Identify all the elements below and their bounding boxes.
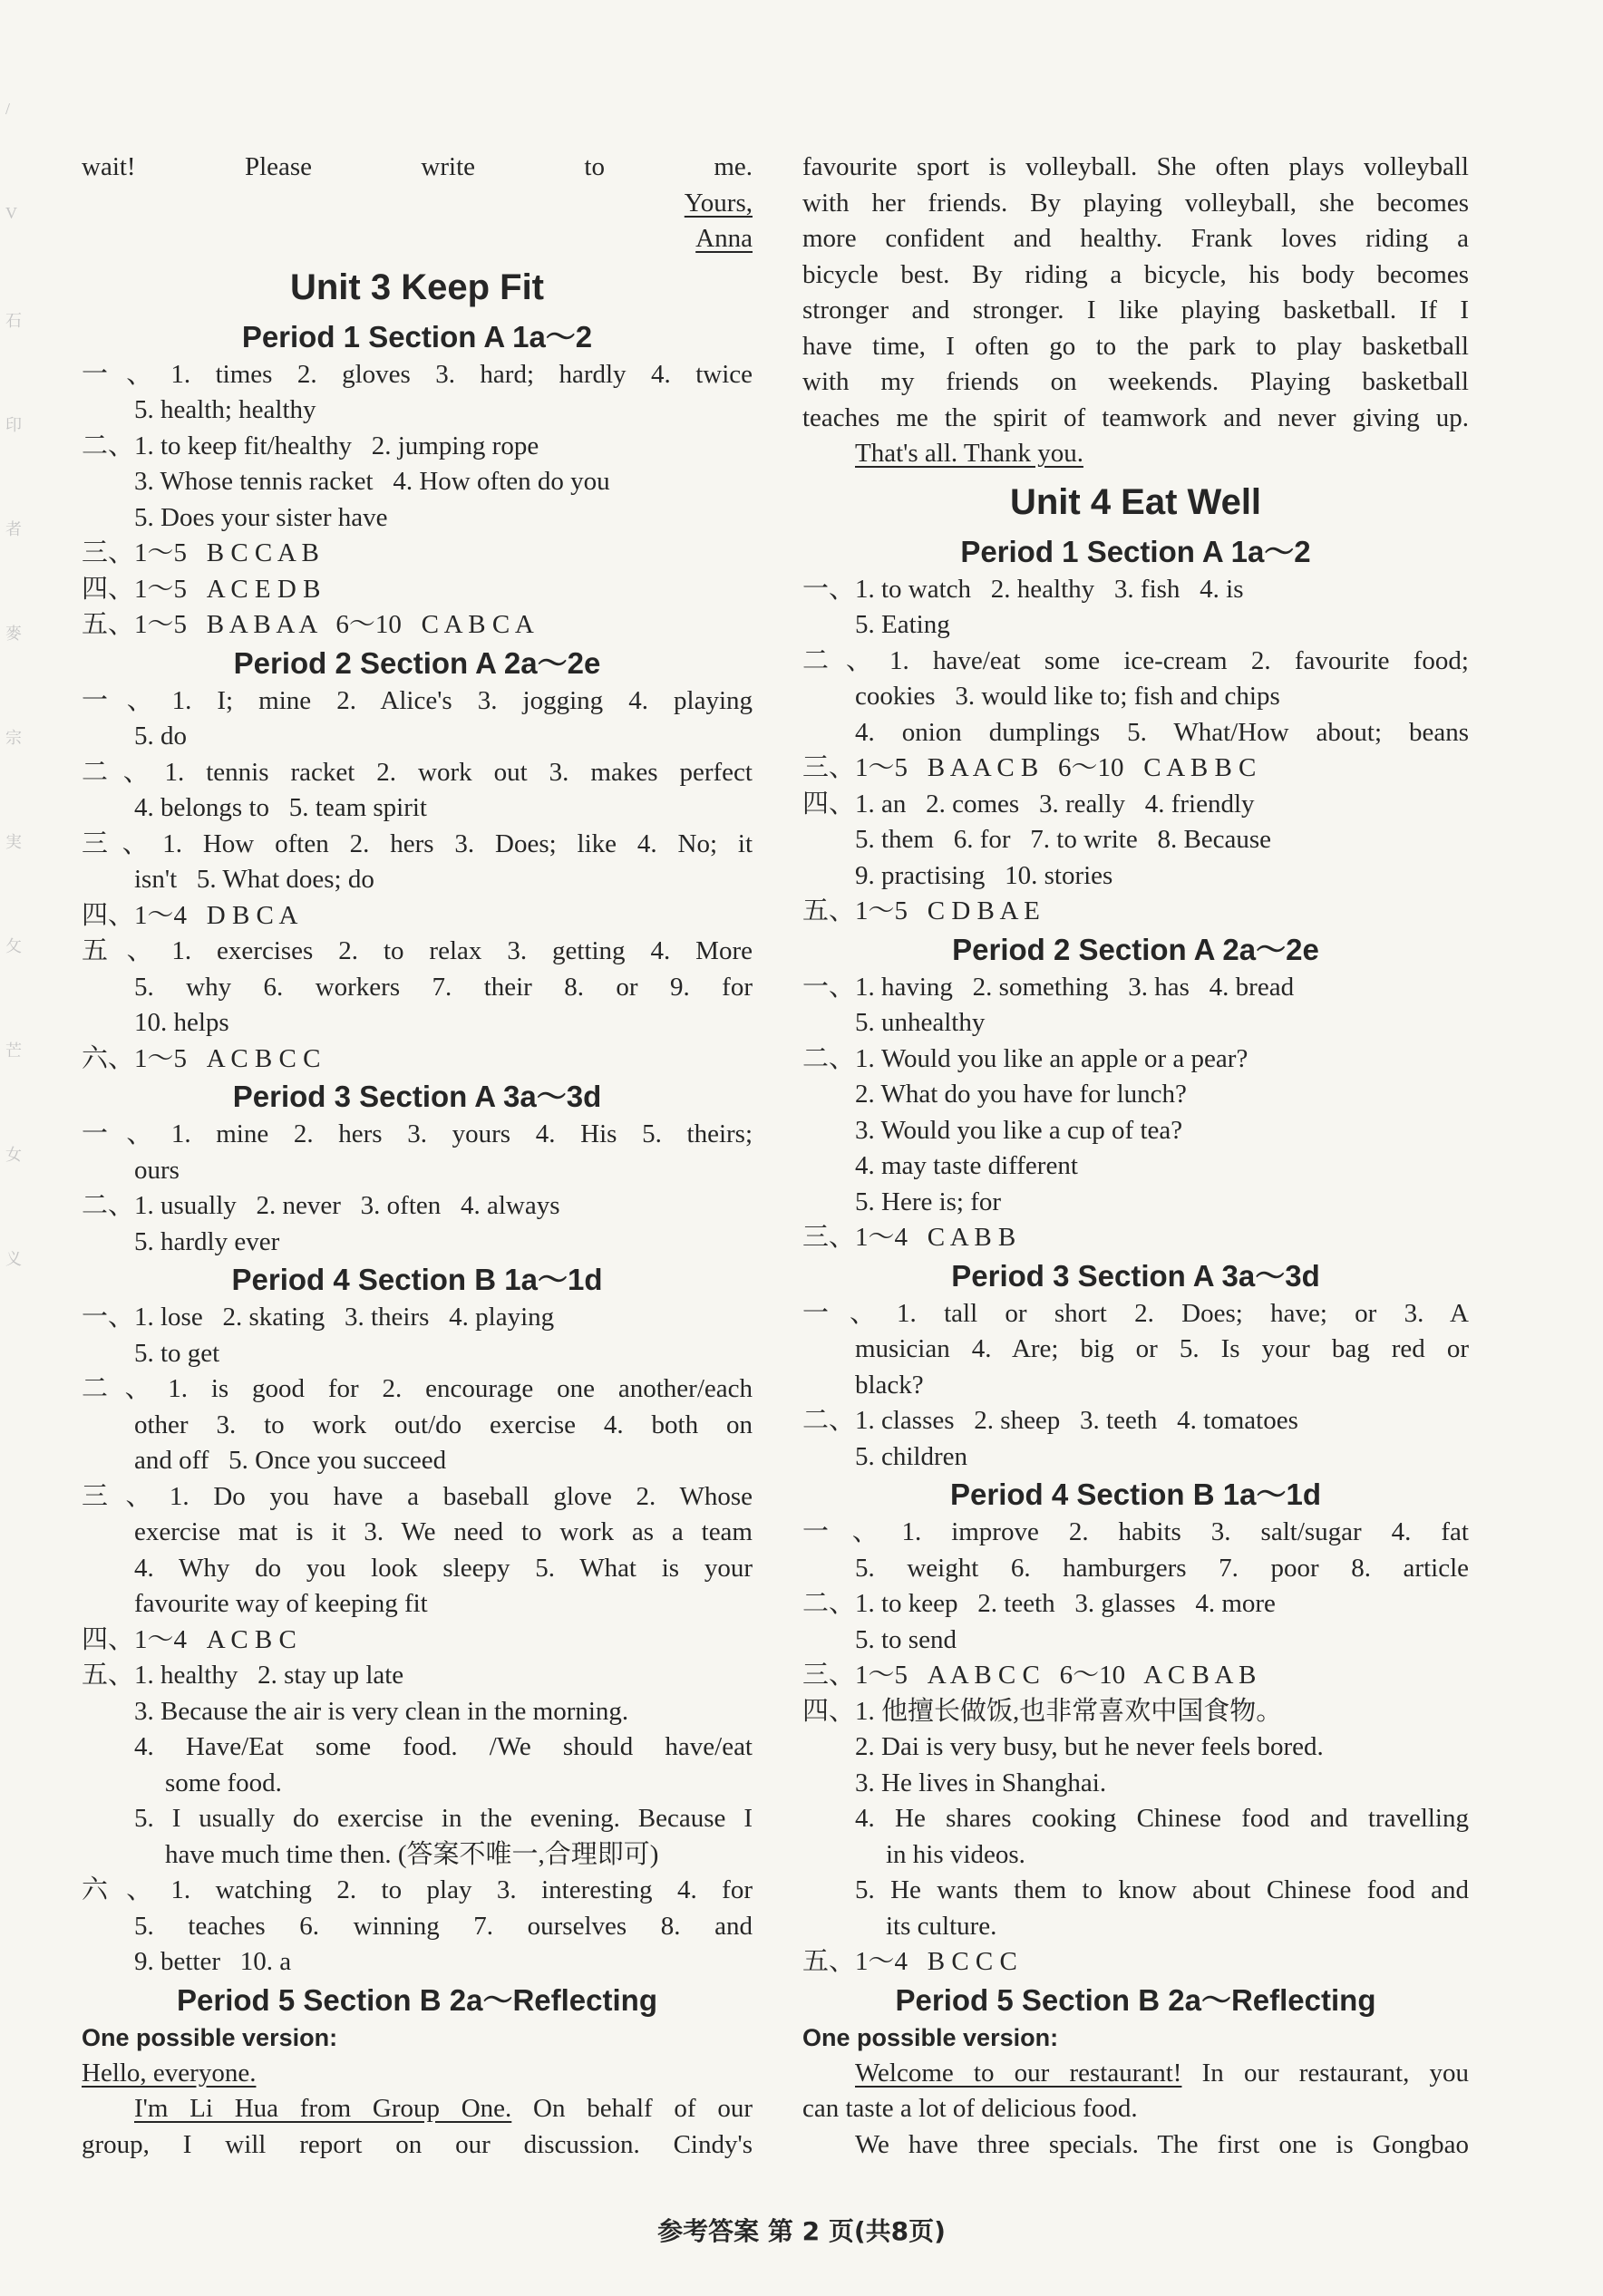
answer-line: teaches me the spirit of teamwork and never giving up. [802,402,1469,432]
answer-line: with her friends. By playing volleyball, she becomes [802,188,1469,218]
answer-line: 4. He shares cooking Chinese food and travelling [855,1804,1469,1833]
answer-line: favourite way of keeping fit [134,1589,428,1618]
answer-line: 四、1. 他擅长做饭,也非常喜欢中国食物。 [802,1696,1283,1726]
answer-line: and off 5. Once you succeed [134,1446,447,1475]
answer-line: 2. Dai is very busy, but he never feels bored. [855,1732,1324,1761]
right-column [802,150,1469,2163]
answer-line: 六、1. watching 2. to play 3. interesting 4. for [82,1875,753,1904]
answer-line: 3. Would you like a cup of tea? [855,1115,1183,1145]
answer-line: 5. Here is; for [855,1187,1002,1216]
answer-line: 三、1. How often 2. hers 3. Does; like 4. No; it [82,828,753,858]
answer-line: 五、1～5 B A B A A 6～10 C A B C A [82,610,534,639]
answer-line: stronger and stronger. I like playing basketball. If I [802,295,1469,325]
period-heading: Period 4 Section B 1a～1d [950,1477,1321,1511]
answer-line: 六、1～5 A C B C C [82,1043,321,1073]
margin-mark: 者 [5,520,22,538]
answer-line: 4. Why do you look sleepy 5. What is your [134,1553,753,1583]
answer-line: other 3. to work out/do exercise 4. both on [134,1410,753,1439]
answer-line: exercise mat is it 3. We need to work as a team [134,1517,753,1546]
margin-mark: 石 [5,312,22,330]
answer-line: 二、1. have/eat some ice-cream 2. favourite food; [802,645,1469,675]
answer-line: 五、1～4 B C C C [802,1947,1017,1976]
answer-line: 三、1. Do you have a baseball glove 2. Whose [82,1481,753,1511]
answer-line: 一、1. having 2. something 3. has 4. bread [802,972,1295,1002]
answer-line: 一、1. mine 2. hers 3. yours 4. His 5. theirs; [82,1119,753,1148]
margin-mark: 女 [5,1146,22,1164]
answer-line: black? [855,1370,924,1400]
answer-line: 四、1～4 D B C A [82,900,298,930]
answer-line: cookies 3. would like to; fish and chips [855,682,1280,711]
answer-line: wait! Please write to me. [82,152,753,181]
period-heading: Period 3 Section A 3a～3d [232,1080,602,1113]
answer-line: 三、1～5 B A A C B 6～10 C A B B C [802,753,1257,782]
margin-mark: 印 [5,416,22,434]
answer-line: 4. onion dumplings 5. What/How about; beans [855,717,1469,747]
answer-line: 五、1～5 C D B A E [802,896,1040,925]
answer-line: favourite sport is volleyball. She often plays volleyball [802,152,1469,181]
answer-line: Hello, everyone. [82,2058,257,2088]
answer-line: 3. He lives in Shanghai. [855,1768,1107,1797]
answer-line: 5. teaches 6. winning 7. ourselves 8. and [134,1911,753,1941]
answer-line: 10. helps [134,1008,229,1037]
answer-line: isn't 5. What does; do [134,865,374,894]
answer-line: have much time then. (答案不唯一,合理即可) [165,1839,659,1869]
margin-mark: 実 [5,833,22,851]
answer-line: 一、1. I; mine 2. Alice's 3. jogging 4. playing [82,685,753,715]
period-heading: Period 1 Section A 1a～2 [241,319,593,354]
answer-line: Yours, [684,188,753,218]
answer-line: 9. practising 10. stories [855,860,1113,890]
margin-mark: 芒 [5,1041,22,1060]
answer-line: 5. Does your sister have [134,502,388,532]
answer-line: 4. may taste different [855,1151,1078,1180]
unit-title: Unit 4 Eat Well [1009,481,1262,522]
answer-line: 二、1. classes 2. sheep 3. teeth 4. tomatoes [802,1406,1298,1435]
answer-line: 5. weight 6. hamburgers 7. poor 8. article [855,1553,1469,1583]
answer-line: 一、1. times 2. gloves 3. hard; hardly 4. twice [82,359,753,389]
answer-line: 5. health; healthy [134,395,316,424]
answer-line: 4. Have/Eat some food. /We should have/eat [134,1732,753,1761]
answer-line: 五、1. exercises 2. to relax 3. getting 4. More [82,936,753,965]
period-heading: Period 3 Section A 3a～3d [951,1258,1320,1293]
answer-line: in his videos. [886,1839,1025,1869]
period-heading: Period 5 Section B 2a～Reflecting [177,1982,657,2017]
answer-line: 9. better 10. a [134,1947,292,1976]
margin-mark: V [5,204,17,222]
answer-line: 5. to send [855,1624,957,1654]
answer-line: bicycle best. By riding a bicycle, his body becomes [802,259,1469,289]
answer-line: group, I will report on our discussion. Cindy's [82,2129,753,2159]
answer-line: 三、1～5 A A B C C 6～10 A C B A B [802,1661,1257,1690]
page-footer: 参考答案 第 2 页(共8页) [657,2216,946,2246]
unit-title: Unit 3 Keep Fit [289,266,545,307]
answer-line: 5. Eating [855,610,950,639]
answer-line: 四、1～5 A C E D B [82,574,321,604]
answer-line: 四、1～4 A C B C [82,1624,296,1654]
answer-line: 5. unhealthy [855,1008,986,1037]
answer-line: 二、1. to keep fit/healthy 2. jumping rope [82,431,539,460]
answer-line: can taste a lot of delicious food. [802,2094,1138,2123]
answer-line: 二、1. to keep 2. teeth 3. glasses 4. more [802,1589,1276,1618]
answer-line: We have three specials. The first one is Gongbao [855,2129,1469,2159]
answer-line: 五、1. healthy 2. stay up late [82,1661,404,1690]
left-column [82,150,753,2163]
period-heading: Period 1 Section A 1a～2 [960,534,1311,568]
margin-mark: 宗 [5,729,22,747]
margin-mark: 攵 [5,937,22,955]
answer-line: 5. why 6. workers 7. their 8. or 9. for [134,972,753,1002]
version-label: One possible version: [802,2023,1059,2051]
answer-line: Anna [695,224,753,253]
answer-line: That's all. Thank you. [855,439,1083,468]
answer-line: more confident and healthy. Frank loves riding a [802,224,1469,253]
answer-line: 5. to get [134,1338,220,1368]
period-heading: Period 2 Section A 2a～2e [952,932,1319,966]
answer-line: some food. [165,1768,282,1797]
margin-mark: 麥 [5,625,22,643]
answer-line: 三、1～5 B C C A B [82,538,319,567]
answer-line: 5. children [855,1441,968,1471]
answer-line: ours [134,1155,180,1185]
answer-line: 5. I usually do exercise in the evening. Because I [134,1804,753,1833]
answer-line: 一、1. improve 2. habits 3. salt/sugar 4. fat [802,1517,1469,1546]
answer-line: 2. What do you have for lunch? [855,1080,1187,1109]
answer-line: 3. Whose tennis racket 4. How often do you [134,467,610,496]
answer-line: 一、1. tall or short 2. Does; have; or 3. A [802,1298,1469,1328]
answer-line: musician 4. Are; big or 5. Is your bag red or [855,1334,1469,1363]
answer-line: 5. hardly ever [134,1226,280,1256]
answer-line: 三、1～4 C A B B [802,1223,1016,1252]
period-heading: Period 2 Section A 2a～2e [233,645,601,680]
answer-line: Welcome to our restaurant! In our restaurant, you [855,2058,1469,2088]
answer-line: 5. them 6. for 7. to write 8. Because [855,825,1272,854]
answer-line: 一、1. to watch 2. healthy 3. fish 4. is [802,574,1244,604]
answer-line: I'm Li Hua from Group One. On behalf of our [134,2094,753,2123]
answer-line: 四、1. an 2. comes 3. really 4. friendly [802,789,1255,819]
answer-line: with my friends on weekends. Playing basketball [802,367,1469,396]
period-heading: Period 4 Section B 1a～1d [231,1263,603,1296]
answer-line: 二、1. usually 2. never 3. often 4. always [82,1191,560,1220]
answer-line: 5. He wants them to know about Chinese food and [855,1875,1469,1904]
answer-line: 二、1. Would you like an apple or a pear? [802,1043,1248,1073]
answer-line: 5. do [134,722,187,751]
margin-mark: / [5,100,11,118]
answer-line: 3. Because the air is very clean in the morning. [134,1696,629,1726]
answer-line: 二、1. tennis racket 2. work out 3. makes perfect [82,757,753,787]
period-heading: Period 5 Section B 2a～Reflecting [895,1982,1376,2017]
answer-line: 二、1. is good for 2. encourage one another/each [82,1374,753,1403]
answer-line: have time, I often go to the park to play basketball [802,331,1469,361]
version-label: One possible version: [82,2023,338,2051]
answer-line: 一、1. lose 2. skating 3. theirs 4. playing [82,1303,555,1332]
answer-line: its culture. [886,1911,997,1941]
margin-mark: 义 [5,1250,22,1268]
answer-line: 4. belongs to 5. team spirit [134,793,427,822]
